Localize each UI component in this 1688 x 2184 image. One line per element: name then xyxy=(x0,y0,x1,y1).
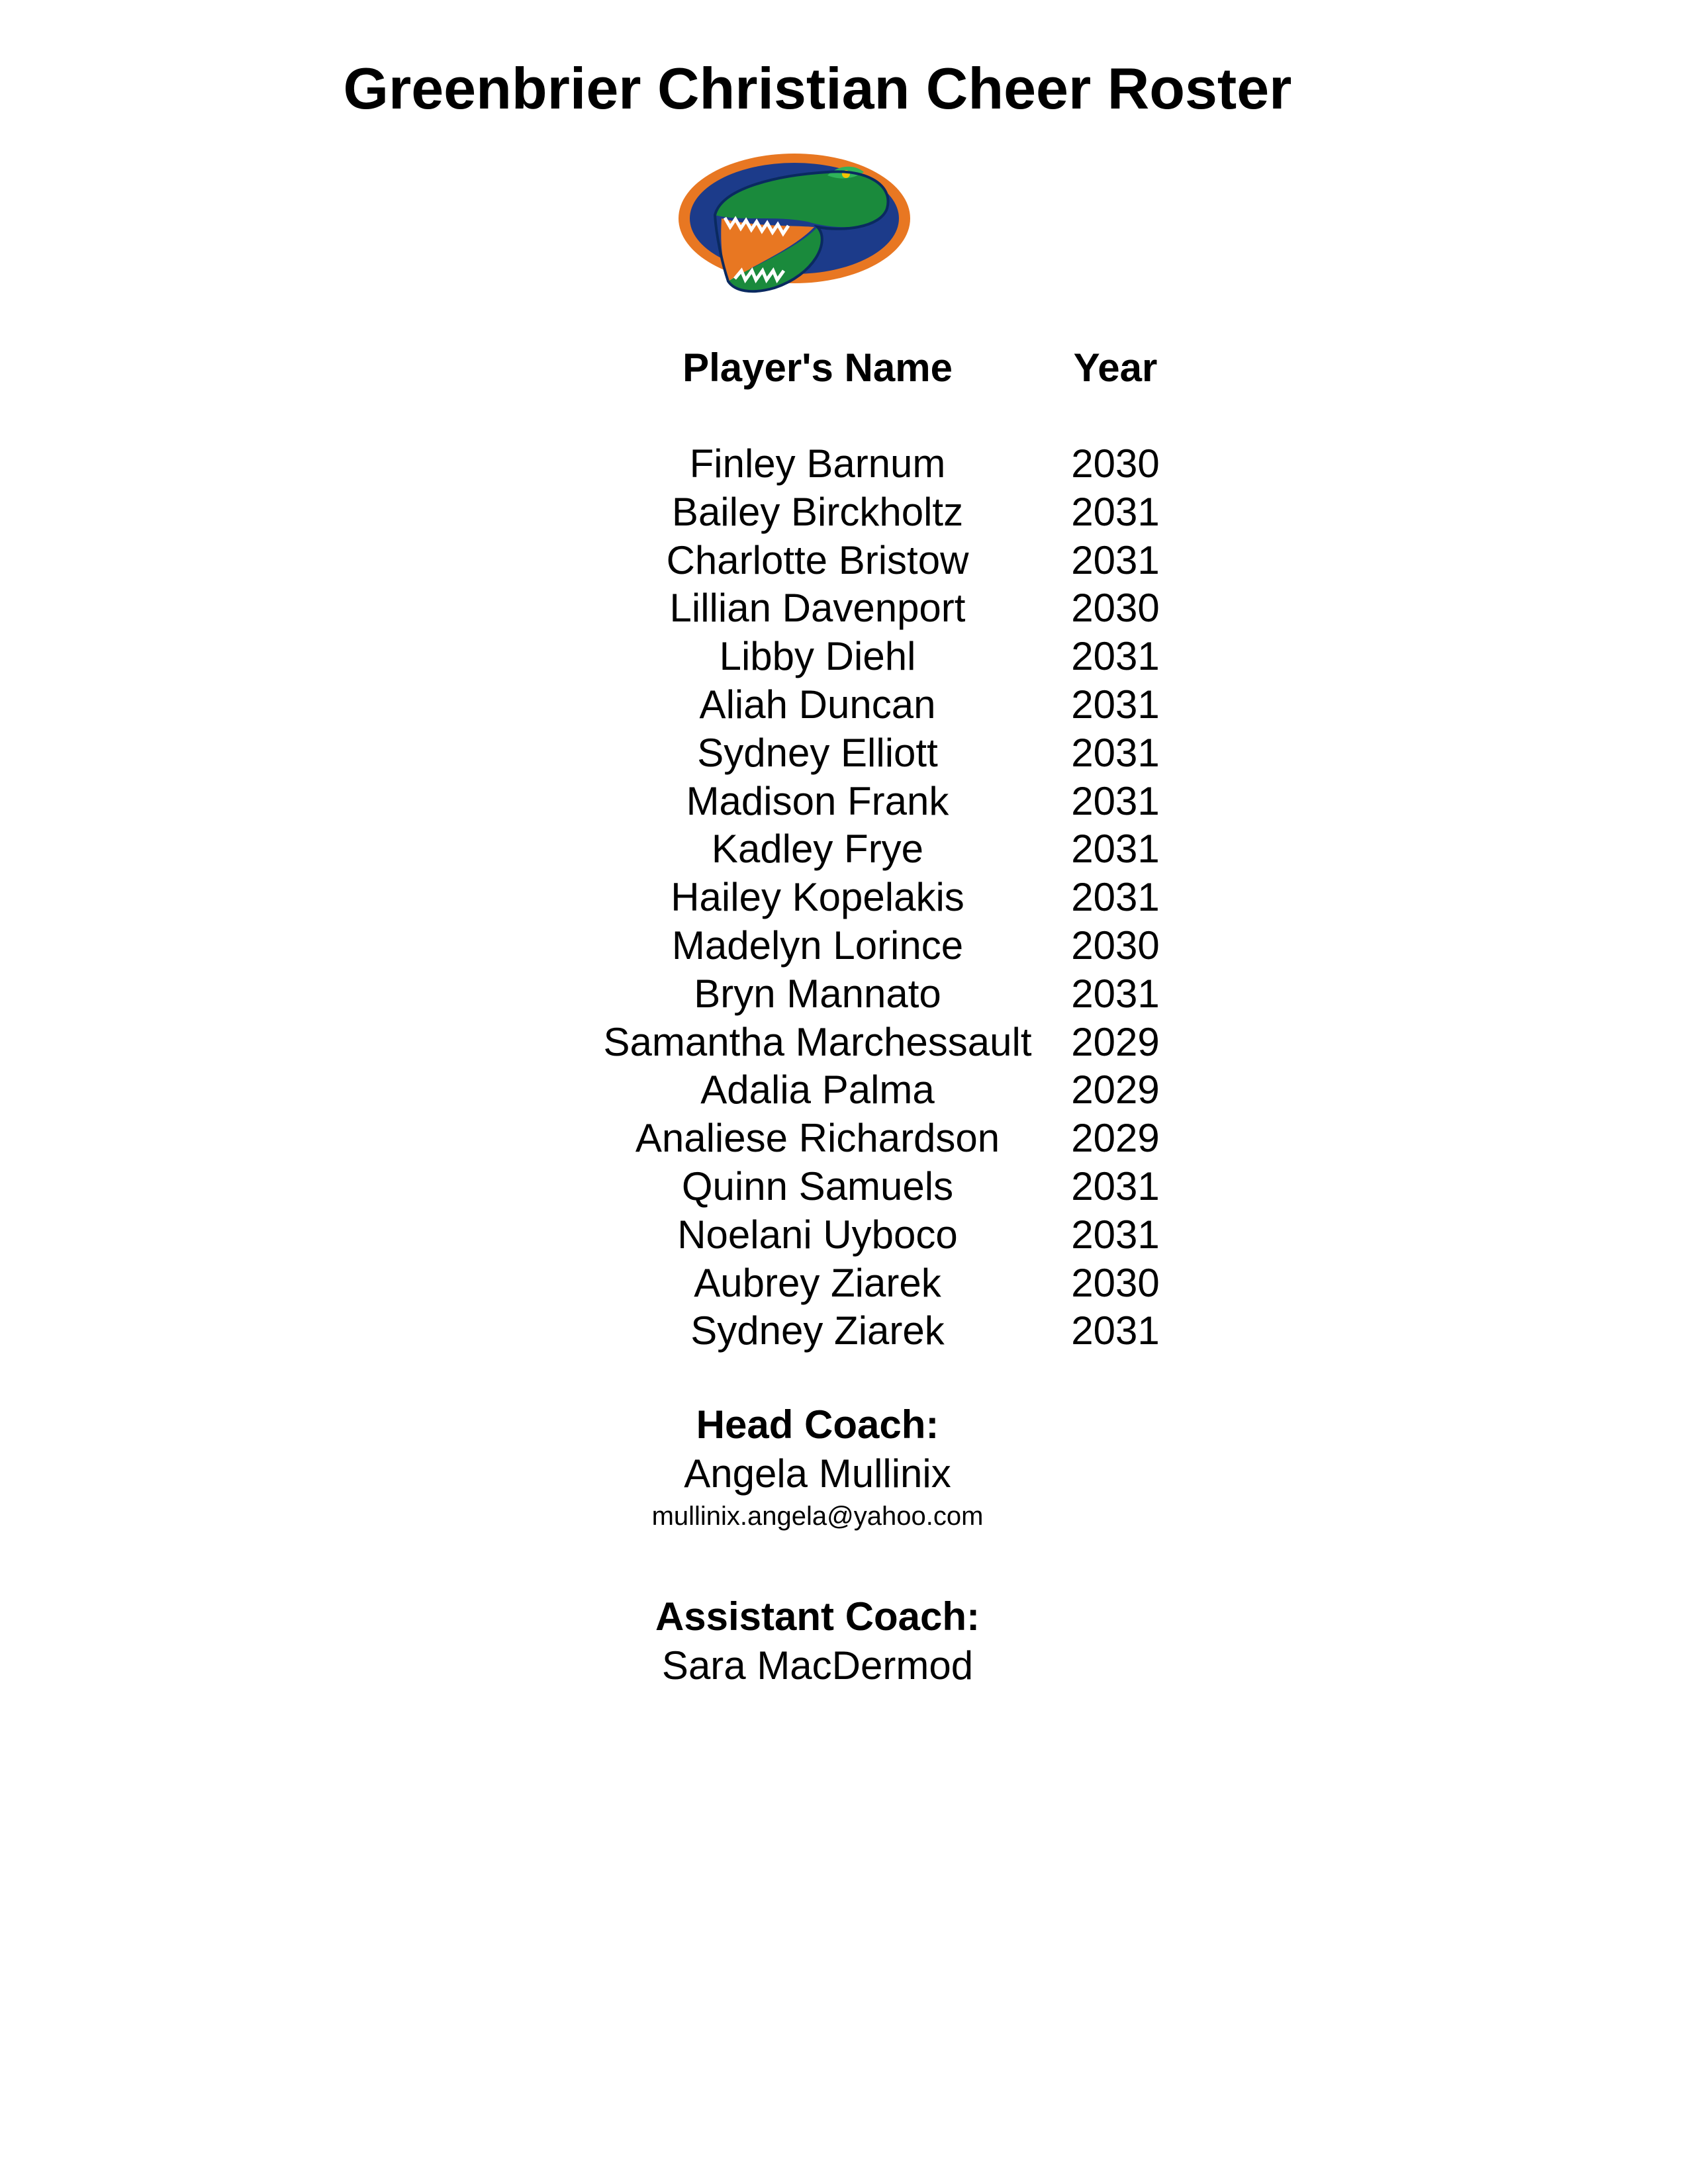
assistant-coach-label: Assistant Coach: xyxy=(655,1594,980,1639)
head-coach-label: Head Coach: xyxy=(696,1402,939,1447)
player-name: Analiese Richardson xyxy=(635,1116,1000,1161)
player-year: 2031 xyxy=(1071,827,1160,872)
player-name: Aliah Duncan xyxy=(699,682,936,727)
player-name: Libby Diehl xyxy=(719,634,916,679)
table-row xyxy=(569,584,1231,633)
head-coach-email[interactable]: mullinix.angela@yahoo.com xyxy=(651,1502,984,1531)
table-row xyxy=(569,729,1231,778)
player-year: 2030 xyxy=(1071,441,1160,486)
table-row xyxy=(569,1163,1231,1211)
player-name: Sydney Ziarek xyxy=(690,1308,945,1353)
table-row xyxy=(569,778,1231,826)
table-row xyxy=(569,1019,1231,1067)
player-year: 2031 xyxy=(1071,1163,1160,1208)
player-year: 2029 xyxy=(1071,1068,1160,1113)
player-name: Bryn Mannato xyxy=(694,971,941,1016)
player-year: 2031 xyxy=(1071,971,1160,1016)
player-name: Noelani Uyboco xyxy=(677,1212,958,1257)
player-year: 2031 xyxy=(1071,1212,1160,1257)
table-row xyxy=(569,825,1231,874)
table-row xyxy=(569,1115,1231,1163)
table-row xyxy=(569,1307,1231,1355)
table-row xyxy=(569,440,1231,488)
table-row xyxy=(569,537,1231,585)
player-year: 2031 xyxy=(1071,682,1160,727)
player-name: Kadley Frye xyxy=(711,827,924,872)
player-name: Lillian Davenport xyxy=(669,586,966,631)
player-name: Madison Frank xyxy=(686,778,949,823)
table-row xyxy=(569,1211,1231,1259)
head-coach-section xyxy=(569,1400,1066,1535)
player-year: 2031 xyxy=(1071,537,1160,582)
player-name: Finley Barnum xyxy=(689,441,946,486)
column-header-name: Player's Name xyxy=(682,345,953,390)
table-row xyxy=(569,1259,1231,1308)
table-row xyxy=(569,874,1231,922)
player-name: Adalia Palma xyxy=(700,1068,935,1113)
player-year: 2031 xyxy=(1071,778,1160,823)
player-name: Aubrey Ziarek xyxy=(694,1260,941,1305)
assistant-coach-section xyxy=(569,1592,1066,1690)
player-year: 2031 xyxy=(1071,489,1160,534)
column-header-year: Year xyxy=(1073,345,1158,390)
player-name: Madelyn Lorince xyxy=(671,923,964,968)
assistant-coach-name: Sara MacDermod xyxy=(661,1643,974,1688)
table-row xyxy=(569,922,1231,970)
table-row xyxy=(569,488,1231,537)
head-coach-name: Angela Mullinix xyxy=(684,1451,951,1496)
player-year: 2031 xyxy=(1071,634,1160,679)
player-name: Bailey Birckholtz xyxy=(671,489,964,534)
player-year: 2031 xyxy=(1071,1308,1160,1353)
player-name: Hailey Kopelakis xyxy=(671,875,964,920)
table-row xyxy=(569,681,1231,729)
player-name: Quinn Samuels xyxy=(681,1163,954,1208)
player-name: Sydney Elliott xyxy=(697,730,938,775)
player-year: 2031 xyxy=(1071,730,1160,775)
player-year: 2030 xyxy=(1071,1260,1160,1305)
table-row xyxy=(569,970,1231,1019)
alligator-logo-icon xyxy=(675,149,914,295)
roster-table xyxy=(569,440,1231,1355)
player-year: 2029 xyxy=(1071,1116,1160,1161)
player-year: 2029 xyxy=(1071,1019,1160,1064)
player-year: 2030 xyxy=(1071,923,1160,968)
page-title: Greenbrier Christian Cheer Roster xyxy=(343,56,1292,121)
player-year: 2031 xyxy=(1071,875,1160,920)
table-row xyxy=(569,633,1231,681)
table-row xyxy=(569,1066,1231,1115)
player-year: 2030 xyxy=(1071,586,1160,631)
player-name: Samantha Marchessault xyxy=(603,1019,1032,1064)
player-name: Charlotte Bristow xyxy=(666,537,969,582)
